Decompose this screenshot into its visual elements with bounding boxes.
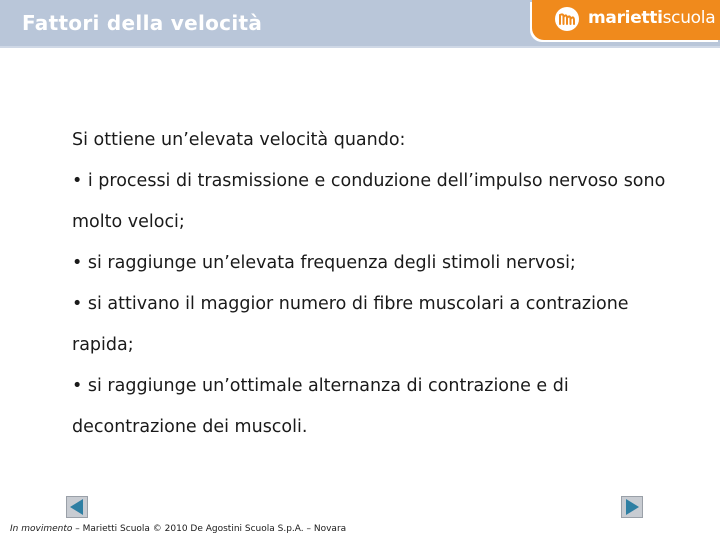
header-divider xyxy=(0,46,720,48)
marietti-logo-icon xyxy=(554,6,580,32)
footer-book-title: In movimento xyxy=(10,524,73,534)
bullet-item: • si raggiunge un’ottimale alternanza di contrazione e di decontrazione dei muscoli. xyxy=(72,376,569,437)
logo-text-bold: marietti xyxy=(588,8,663,28)
logo-text-light: scuola xyxy=(662,8,716,28)
arrow-left-icon xyxy=(67,497,87,517)
slide-title: Fattori della velocità xyxy=(22,11,263,35)
arrow-right-icon xyxy=(622,497,642,517)
bullet-item: • si raggiunge un’elevata frequenza degli stimoli nervosi; xyxy=(72,253,576,273)
bullet-item: • i processi di trasmissione e conduzione dell’impulso nervoso sono molto veloci; xyxy=(72,171,666,232)
previous-slide-button[interactable] xyxy=(66,496,88,518)
footer-copyright: – Marietti Scuola © 2010 De Agostini Scuola S.p.A. – Novara xyxy=(72,524,347,534)
next-slide-button[interactable] xyxy=(621,496,643,518)
logo-text xyxy=(588,8,715,28)
slide-body xyxy=(72,120,672,448)
intro-text: Si ottiene un’elevata velocità quando: xyxy=(72,130,406,150)
footer-credits xyxy=(10,524,346,534)
bullet-item: • si attivano il maggior numero di fibre muscolari a contrazione rapida; xyxy=(72,294,629,355)
publisher-logo xyxy=(532,0,720,40)
